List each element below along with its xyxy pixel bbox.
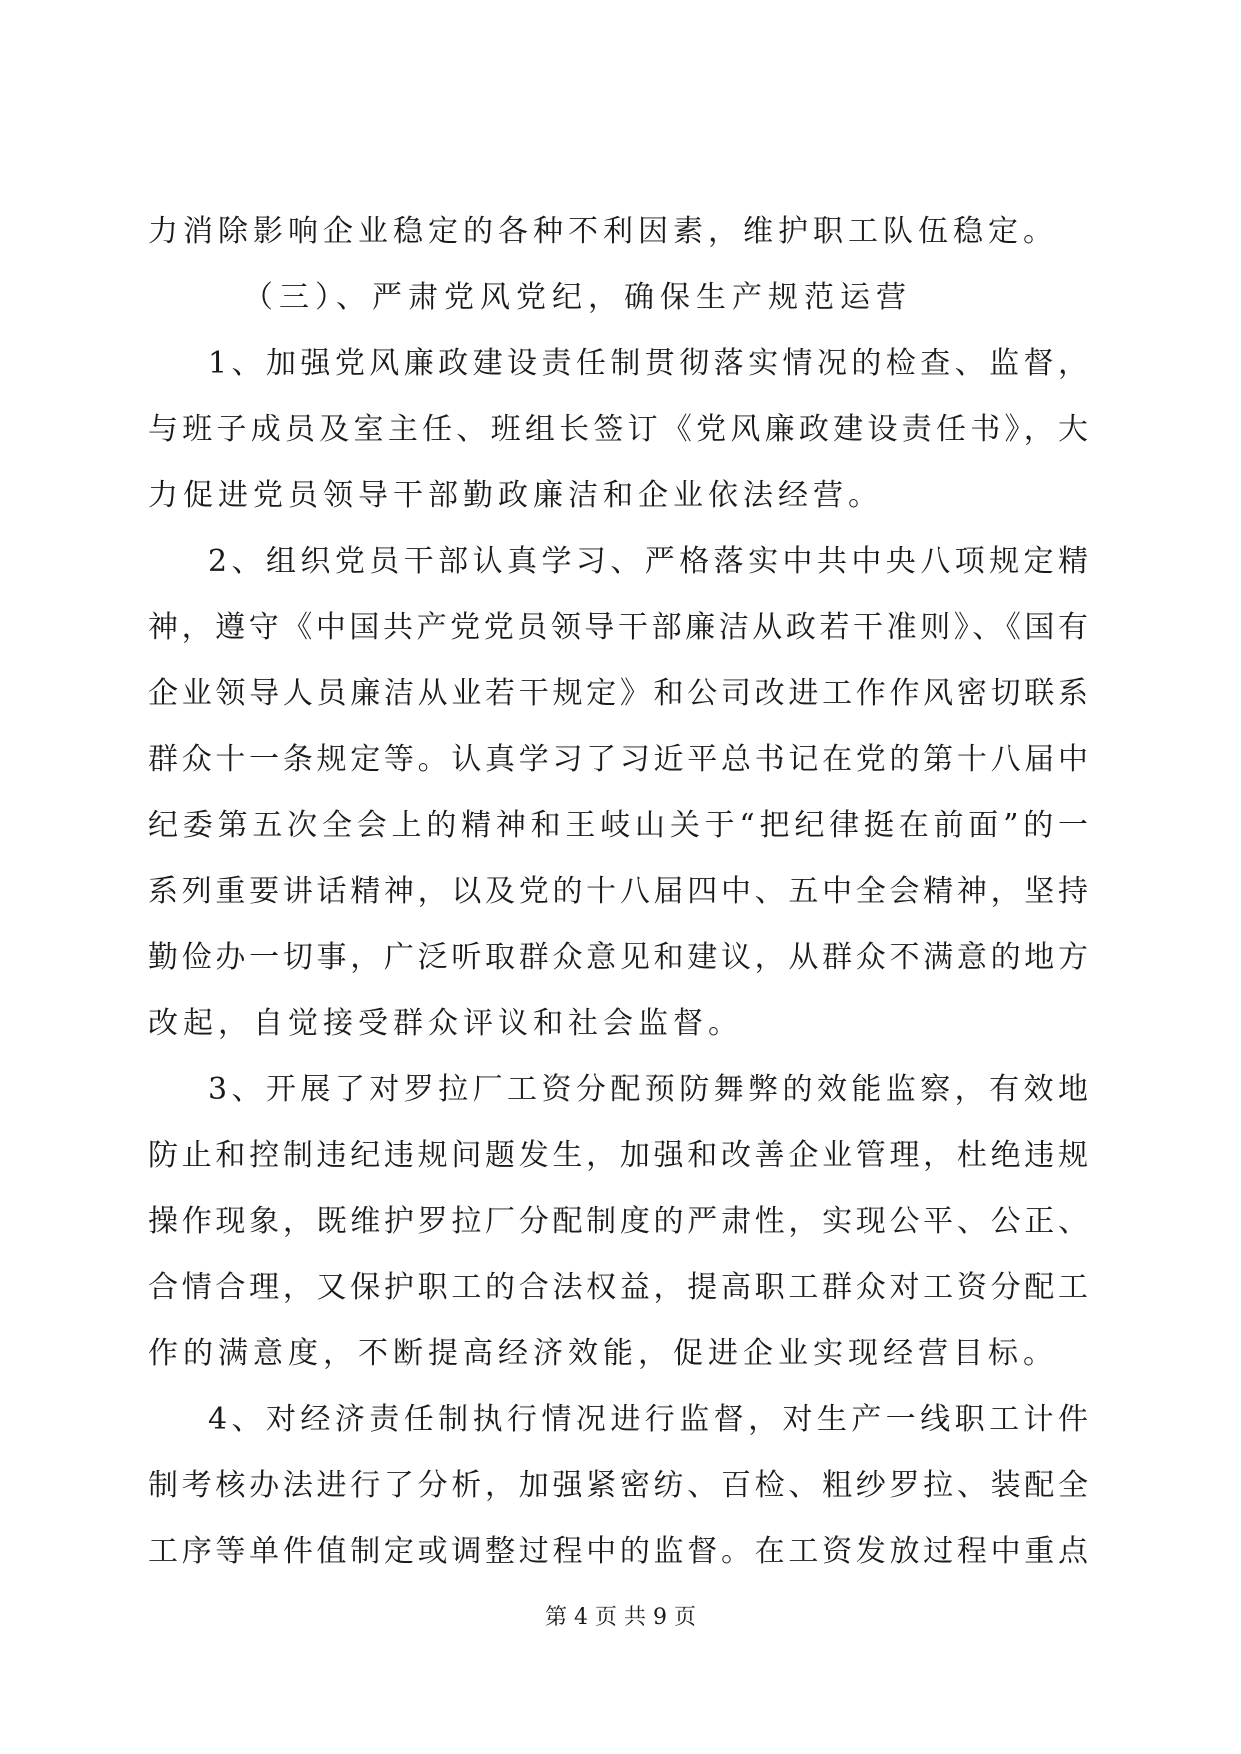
- text-line: 防止和控制违纪违规问题发生，加强和改善企业管理，杜绝违规: [148, 1138, 1088, 1173]
- text-line: 2、组织党员干部认真学习、严格落实中共中央八项规定精: [208, 544, 1088, 579]
- section-heading: （三）、严肃党风党纪，确保生产规范运营: [243, 280, 912, 315]
- text-line: 系列重要讲话精神，以及党的十八届四中、五中全会精神，坚持: [148, 874, 1088, 909]
- text-line: 工序等单件值制定或调整过程中的监督。在工资发放过程中重点: [148, 1534, 1088, 1569]
- text-line: 群众十一条规定等。认真学习了习近平总书记在党的第十八届中: [148, 742, 1088, 777]
- text-line: 力促进党员领导干部勤政廉洁和企业依法经营。: [148, 478, 883, 513]
- page-footer: 第 4 页 共 9 页: [545, 1605, 696, 1630]
- document-body: [148, 199, 1088, 1585]
- text-line: 神，遵守《中国共产党党员领导干部廉洁从政若干准则》、《国有: [148, 610, 1088, 645]
- text-line: 操作现象，既维护罗拉厂分配制度的严肃性，实现公平、公正、: [148, 1204, 1088, 1239]
- text-line: 作的满意度，不断提高经济效能，促进企业实现经营目标。: [148, 1336, 1058, 1371]
- text-line: 纪委第五次全会上的精神和王岐山关于“把纪律挺在前面”的一: [148, 808, 1088, 843]
- text-line: 力消除影响企业稳定的各种不利因素，维护职工队伍稳定。: [148, 214, 1058, 249]
- text-line: 企业领导人员廉洁从业若干规定》和公司改进工作作风密切联系: [148, 676, 1088, 711]
- text-line: 勤俭办一切事，广泛听取群众意见和建议，从群众不满意的地方: [148, 940, 1088, 975]
- text-line: 改起，自觉接受群众评议和社会监督。: [148, 1006, 743, 1041]
- text-line: 与班子成员及室主任、班组长签订《党风廉政建设责任书》，大: [148, 412, 1088, 447]
- text-line: 1、加强党风廉政建设责任制贯彻落实情况的检查、监督，: [208, 346, 1088, 381]
- text-line: 制考核办法进行了分析，加强紧密纺、百检、粗纱罗拉、装配全: [148, 1468, 1088, 1503]
- text-line: 4、对经济责任制执行情况进行监督，对生产一线职工计件: [208, 1402, 1088, 1437]
- text-line: 3、开展了对罗拉厂工资分配预防舞弊的效能监察，有效地: [208, 1072, 1088, 1107]
- text-line: 合情合理，又保护职工的合法权益，提高职工群众对工资分配工: [148, 1270, 1088, 1305]
